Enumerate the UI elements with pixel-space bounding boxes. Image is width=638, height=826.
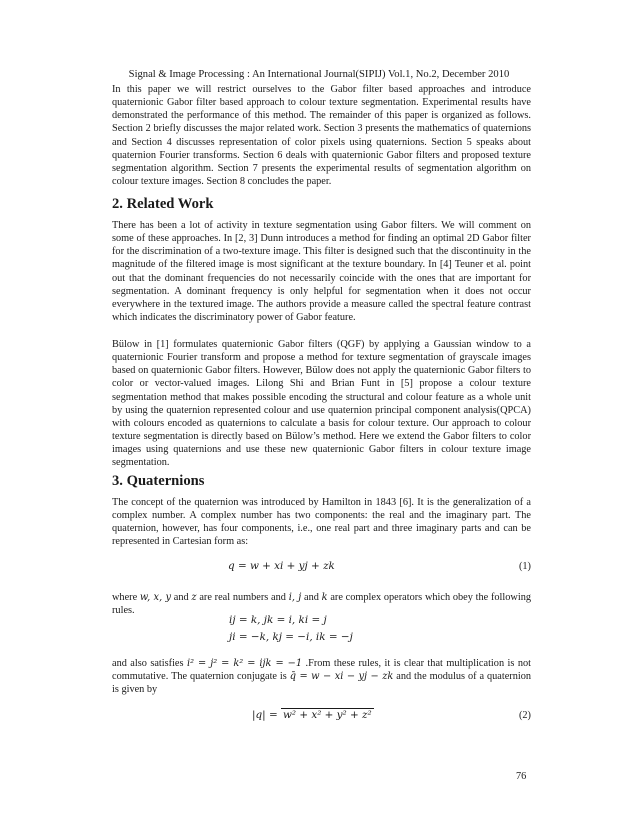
section-2-paragraph-1: There has been a lot of activity in texture segmentation using Gabor filters. We will comment on some of these approaches. In [2, 3] Dunn introduces a method for finding an optimal 2D Gabor filter for the discrimination of a two-texture image. This filter is designed such that the discontinuity in the magnitude of the filtered image is most significant at the texture boundary. In [4] Teuner et al. point out that the dominant frequencies do not necessarily coincide with the ones that are important for segmentation. A dominant frequency is only helpful for segmentation when it does not occur everywhere in the textured image. The authors provide a measure called the spectral feature contrast which indicates the discriminatory power of Gabor feature. <box>112 220 531 324</box>
section-3-heading: 3. Quaternions <box>112 473 205 489</box>
section-3-paragraph-1: The concept of the quaternion was introduced by Hamilton in 1843 [6]. It is the generalization of a complex number. A complex number has two components: the real and the imaginary part. The quaternion, however, has four components, i.e., one real part and three imaginary parts and can be represented in Cartesian form as: <box>112 497 531 548</box>
rules-block <box>112 614 531 646</box>
also-paragraph-block <box>112 657 531 696</box>
also-paragraph: and also satisfies i² = j² = k² = ijk = −1 .From these rules, it is clear that multiplication is not commutative. The quaternion conjugate is q̄ = w − xi − yj − zk and the modulus of a quaternion is given by <box>112 658 532 696</box>
section-2-heading: 2. Related Work <box>112 196 214 212</box>
section-2-body <box>112 219 531 324</box>
section-2-paragraph-2: Bülow in [1] formulates quaternionic Gabor filters (QGF) by applying a Gaussian window to a quaternionic Fourier transform and propose a method for texture segmentation of grayscale images based on quaternionic Gabor filters. However, Bülow does not apply the quaternionic Gabor filters to color or vector-valued images. Lilong Shi and Brian Funt in [5] propose a colour texture segmentation method that makes possible encoding the structural and colour feature as a whole unit by using the quaternion represented colour and use quaternion principal component analysis(QPCA) with colours encoded as quaternions to calculate a basis for colour texture. Our approach to colour texture segmentation is directly based on Bülow’s method. Here we extend the Gabor filters to color images using quaternions and use these new quaternionic Gabor filters in colour texture image segmentation. <box>112 339 531 469</box>
equation-1-number: (1) <box>518 561 531 572</box>
equation-2: |q| = w² + x² + y² + z² <box>252 709 372 721</box>
rules-line-1: ij = k, jk = i, ki = j <box>229 614 327 626</box>
section-2 <box>112 195 531 213</box>
page-number: 76 <box>516 771 527 782</box>
equation-2-number: (2) <box>518 710 531 721</box>
section-3-body <box>112 496 531 549</box>
equation-2-row <box>112 708 531 724</box>
equation-1: q = w + xi + yj + zk <box>228 560 335 572</box>
where-paragraph: where w, x, y and z are real numbers and i, j and k are complex operators which obey the following rules. <box>112 592 532 617</box>
sqrt-radical: w² + x² + y² + z² <box>282 709 372 721</box>
equation-1-row <box>112 560 531 574</box>
section-3 <box>112 472 531 490</box>
intro-paragraph-block <box>112 83 531 188</box>
rules-line-2: ji = −k, kj = −i, ik = −j <box>229 631 353 643</box>
section-2-body-2 <box>112 338 531 470</box>
running-head: Signal & Image Processing : An International Journal(SIPIJ) Vol.1, No.2, December 2010 <box>128 69 510 80</box>
intro-paragraph: In this paper we will restrict ourselves to the Gabor filter based approaches and introduce quaternionic Gabor filter based approach to colour texture segmentation. Experimental results have demonstrated the performance of this method. The remainder of this paper is organized as follows. Section 2 briefly discusses the major related work. Section 3 presents the mathematics of quaternions and Section 4 discusses representation of color pixels using quaternions. Section 5 speaks about quaternion Fourier transforms. Section 6 deals with quaternionic Gabor filters and proposed texture segmentation algorithm. Section 7 presents the experimental results of segmentation algorithm on colour texture images. Section 8 concludes the paper. <box>112 84 531 188</box>
